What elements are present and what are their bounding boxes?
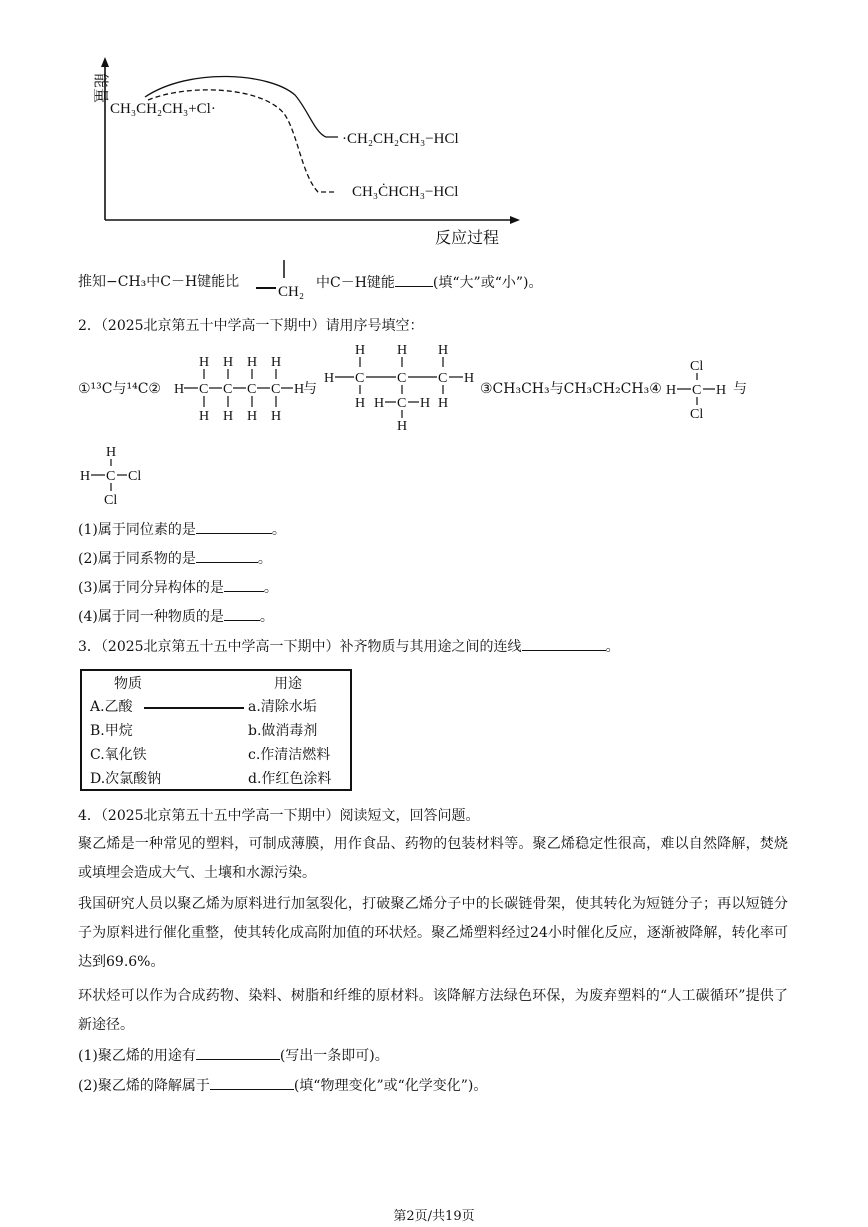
q1-suffix: (填“大”或“小”)。 bbox=[432, 275, 543, 291]
x-axis-arrow bbox=[510, 216, 520, 224]
dichloromethane-structure-2 bbox=[78, 442, 150, 508]
use-b[interactable]: b.做消毒剂 bbox=[248, 723, 318, 739]
q2-sub1-blank[interactable] bbox=[196, 519, 272, 534]
q2-sub4-label: (4)属于同一种物质的是 bbox=[78, 609, 224, 625]
q1-mid: 中C－H键能比 bbox=[146, 274, 240, 290]
ch2-structure bbox=[252, 258, 312, 302]
q4-number: 4． bbox=[78, 808, 101, 824]
svg-text:Cl: Cl bbox=[128, 469, 142, 484]
svg-text:H: H bbox=[174, 382, 185, 397]
q2-sub2-label: (2)属于同系物的是 bbox=[78, 551, 196, 567]
q3-header bbox=[78, 636, 620, 657]
q2-sub3-label: (3)属于同分异构体的是 bbox=[78, 580, 224, 596]
q2-sub3-end: 。 bbox=[263, 580, 278, 596]
svg-text:H: H bbox=[294, 382, 305, 397]
svg-text:H: H bbox=[223, 355, 234, 370]
q2-with-1: 与 bbox=[303, 381, 317, 397]
svg-text:H: H bbox=[438, 396, 449, 411]
q2-sub1 bbox=[78, 519, 286, 540]
svg-text:H: H bbox=[716, 383, 727, 398]
svg-text:H: H bbox=[324, 371, 335, 386]
svg-text:H: H bbox=[438, 343, 449, 358]
q4-header bbox=[78, 806, 480, 826]
x-axis-label: 反应过程 bbox=[435, 230, 500, 247]
matching-table bbox=[80, 669, 352, 791]
svg-text:Cl: Cl bbox=[690, 359, 704, 374]
svg-text:C: C bbox=[438, 371, 448, 386]
y-axis-arrow bbox=[101, 57, 109, 67]
substance-b[interactable]: B.甲烷 bbox=[90, 723, 133, 739]
q2-sub3-blank[interactable] bbox=[224, 577, 264, 592]
q3-stem: 补齐物质与其用途之间的连线 bbox=[339, 639, 522, 655]
q4-sub2 bbox=[78, 1075, 487, 1096]
svg-text:H: H bbox=[80, 469, 91, 484]
svg-text:H: H bbox=[271, 355, 282, 370]
q2-sub4-blank[interactable] bbox=[224, 606, 260, 621]
svg-text:H: H bbox=[199, 355, 210, 370]
q2-sub1-label: (1)属于同位素的是 bbox=[78, 522, 196, 538]
q2-sub3 bbox=[78, 577, 278, 598]
y-axis-label: 能量 bbox=[92, 73, 108, 104]
q2-source: （2025北京第五十中学高一下期中） bbox=[100, 318, 326, 334]
svg-text:H: H bbox=[666, 383, 677, 398]
substance-d[interactable]: D.次氯酸钠 bbox=[90, 771, 162, 787]
substance-a[interactable]: A.乙酸 bbox=[90, 699, 133, 715]
svg-text:H: H bbox=[223, 409, 234, 424]
svg-text:C: C bbox=[247, 382, 257, 397]
q2-stem: 请用序号填空： bbox=[325, 318, 424, 334]
isobutane-structure bbox=[322, 340, 478, 432]
svg-text:H: H bbox=[271, 409, 282, 424]
q2-sub1-end: 。 bbox=[271, 522, 286, 538]
svg-text:H: H bbox=[106, 445, 117, 460]
svg-text:C: C bbox=[355, 371, 365, 386]
butane-structure bbox=[172, 352, 305, 424]
q1-group: −CH₃ bbox=[106, 274, 147, 290]
q3-answer-blank[interactable] bbox=[522, 636, 606, 651]
use-a[interactable]: a.清除水垢 bbox=[248, 699, 317, 715]
svg-text:C: C bbox=[692, 383, 702, 398]
q1-prefix: 推知 bbox=[78, 274, 106, 290]
q1-answer-blank[interactable] bbox=[395, 272, 433, 287]
q1-tail-line bbox=[78, 272, 239, 292]
q4-sub1-end: (写出一条即可)。 bbox=[279, 1048, 389, 1064]
svg-text:H: H bbox=[420, 396, 431, 411]
svg-text:H: H bbox=[397, 343, 408, 358]
svg-text:C: C bbox=[199, 382, 209, 397]
q4-stem: 阅读短文，回答问题。 bbox=[339, 808, 480, 824]
svg-text:H: H bbox=[355, 343, 366, 358]
svg-text:C: C bbox=[397, 371, 407, 386]
q3-number: 3． bbox=[78, 639, 101, 655]
svg-text:H: H bbox=[247, 355, 258, 370]
q1-after-struct: 中C－H键能 bbox=[316, 275, 395, 291]
energy-diagram bbox=[70, 55, 530, 250]
q4-sub2-blank[interactable] bbox=[210, 1075, 294, 1090]
table-col2-header: 用途 bbox=[274, 676, 302, 692]
svg-text:Cl: Cl bbox=[690, 407, 704, 422]
q4-paragraph-2: 我国研究人员以聚乙烯为原料进行加氢裂化，打破聚乙烯分子中的长碳链骨架，使其转化为短链分子；再以短链分子为原料进行催化重整，使其转化成高附加值的环状烃。聚乙烯塑料经过24小时催化反应，逐渐被降解，转化率可达到69.6%。 bbox=[78, 896, 788, 970]
product-upper-label: ·CH₂CH₂CH₃−HCl bbox=[342, 131, 459, 147]
use-d[interactable]: d.作红色涂料 bbox=[248, 771, 332, 787]
dichloromethane-structure-1 bbox=[664, 356, 734, 422]
svg-text:Cl: Cl bbox=[104, 493, 118, 508]
q2-number: 2． bbox=[78, 318, 101, 334]
svg-text:H: H bbox=[247, 409, 258, 424]
svg-text:H: H bbox=[464, 371, 475, 386]
q2-header bbox=[78, 316, 424, 336]
q2-item3-label: ③CH₃CH₃与CH₃CH₂CH₃④ bbox=[480, 381, 662, 397]
svg-text:C: C bbox=[223, 382, 233, 397]
svg-text:H: H bbox=[397, 419, 408, 434]
q2-sub2-blank[interactable] bbox=[196, 548, 258, 563]
svg-text:H: H bbox=[355, 396, 366, 411]
q4-sub1-blank[interactable] bbox=[196, 1045, 280, 1060]
ch2-label: CH₂ bbox=[278, 284, 305, 300]
q4-sub2-label: (2)聚乙烯的降解属于 bbox=[78, 1078, 210, 1094]
table-col1-header: 物质 bbox=[114, 676, 142, 692]
use-c[interactable]: c.作清洁燃料 bbox=[248, 747, 331, 763]
q4-paragraph-1: 聚乙烯是一种常见的塑料，可制成薄膜，用作食品、药物的包装材料等。聚乙烯稳定性很高，难以自然降解，焚烧或填埋会造成大气、土壤和水源污染。 bbox=[78, 836, 788, 881]
q1-tail-end bbox=[316, 272, 542, 293]
q4-sub1-label: (1)聚乙烯的用途有 bbox=[78, 1048, 196, 1064]
q2-with-2: 与 bbox=[733, 381, 747, 397]
q3-source: （2025北京第五十五中学高一下期中） bbox=[100, 639, 340, 655]
page-footer: 第2页/共19页 bbox=[393, 1209, 475, 1224]
q2-item1-label: ①¹³C与¹⁴C② bbox=[78, 381, 161, 397]
q4-paragraph-3: 环状烃可以作为合成药物、染料、树脂和纤维的原材料。该降解方法绿色环保，为废弃塑料的“人工碳循环”提供了新途径。 bbox=[78, 988, 788, 1033]
q2-sub4-end: 。 bbox=[259, 609, 274, 625]
q4-sub2-end: (填“物理变化”或“化学变化”)。 bbox=[293, 1078, 488, 1094]
q2-sub2 bbox=[78, 548, 272, 569]
reactant-label: CH₃CH₂CH₃+Cl· bbox=[110, 101, 216, 117]
q4-source: （2025北京第五十五中学高一下期中） bbox=[100, 808, 340, 824]
substance-c[interactable]: C.氧化铁 bbox=[90, 747, 147, 763]
product-lower-label: CH₃ĊHCH₃−HCl bbox=[352, 184, 459, 200]
q2-sub2-end: 。 bbox=[257, 551, 272, 567]
q4-sub1 bbox=[78, 1045, 389, 1066]
connecting-line-a bbox=[144, 707, 244, 709]
svg-text:H: H bbox=[374, 396, 385, 411]
q3-end: 。 bbox=[605, 639, 620, 655]
q2-sub4 bbox=[78, 606, 274, 627]
svg-text:C: C bbox=[397, 396, 407, 411]
svg-text:H: H bbox=[199, 409, 210, 424]
svg-text:C: C bbox=[106, 469, 116, 484]
svg-text:C: C bbox=[271, 382, 281, 397]
